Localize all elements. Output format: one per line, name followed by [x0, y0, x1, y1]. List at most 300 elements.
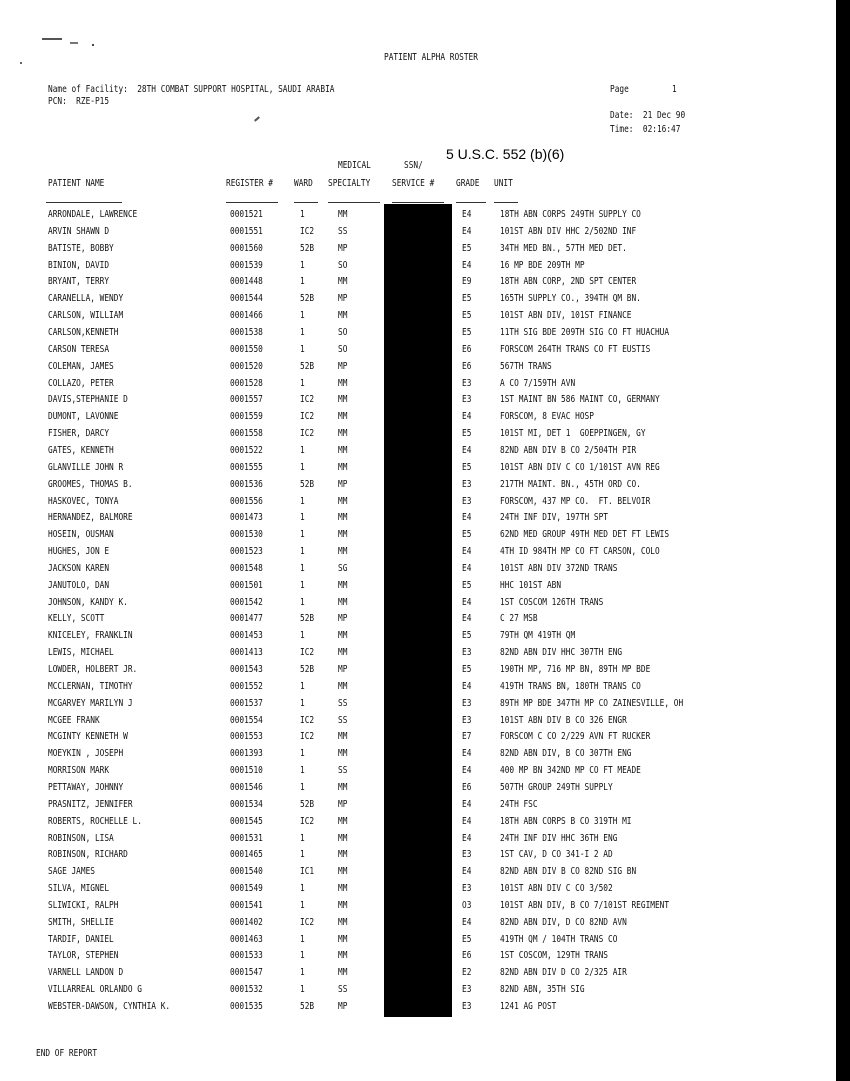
ward-cell: 1 [300, 377, 305, 389]
patient-name-cell: VILLARREAL ORLANDO G [48, 984, 142, 996]
specialty-cell: MM [338, 428, 348, 440]
specialty-cell: MP [338, 664, 348, 675]
pcn-line: PCN: RZE-P15 [48, 96, 110, 107]
foia-exemption-stamp: 5 U.S.C. 552 (b)(6) [446, 146, 565, 162]
unit-cell: 79TH QM 419TH QM [500, 630, 576, 642]
header-underline [294, 202, 318, 203]
ward-cell: 1 [300, 697, 305, 709]
ward-cell: 1 [300, 546, 305, 557]
grade-cell: E7 [462, 731, 472, 743]
col-specialty: SPECIALTY [328, 178, 371, 189]
register-number-cell: 0001520 [230, 360, 263, 372]
specialty-cell: MP [338, 1001, 348, 1012]
specialty-cell: MM [338, 209, 348, 220]
specialty-cell: MM [338, 630, 348, 642]
ward-cell: 1 [300, 899, 305, 911]
unit-cell: 101ST ABN DIV 372ND TRANS [500, 562, 618, 574]
unit-cell: 82ND ABN DIV, B CO 307TH ENG [500, 748, 632, 760]
register-number-cell: 0001534 [230, 798, 263, 810]
patient-name-cell: COLEMAN, JAMES [48, 360, 114, 372]
unit-cell: 62ND MED GROUP 49TH MED DET FT LEWIS [500, 529, 670, 541]
patient-name-cell: COLLAZO, PETER [48, 377, 114, 389]
specialty-cell: MM [338, 883, 348, 894]
register-number-cell: 0001538 [230, 327, 263, 338]
patient-name-cell: LEWIS, MICHAEL [48, 647, 114, 659]
grade-cell: E4 [462, 680, 472, 692]
col-register: REGISTER # [226, 178, 273, 189]
unit-cell: 24TH INF DIV, 197TH SPT [500, 512, 609, 524]
unit-cell: 567TH TRANS [500, 360, 552, 372]
header-underline [392, 202, 444, 203]
grade-cell: E4 [462, 815, 472, 827]
specialty-cell: SS [338, 697, 348, 709]
register-number-cell: 0001555 [230, 461, 263, 473]
grade-cell: E3 [462, 377, 472, 389]
patient-name-cell: GATES, KENNETH [48, 444, 114, 456]
ward-cell: 52B [300, 613, 315, 625]
col-specialty-top: MEDICAL [338, 160, 371, 171]
specialty-cell: MM [338, 680, 348, 692]
patient-name-cell: SMITH, SHELLIE [48, 916, 114, 928]
register-number-cell: 0001537 [230, 697, 263, 709]
register-number-cell: 0001528 [230, 377, 263, 389]
unit-cell: 16 MP BDE 209TH MP [500, 259, 585, 271]
patient-name-cell: DAVIS,STEPHANIE D [48, 394, 128, 406]
specialty-cell: MM [338, 781, 348, 793]
specialty-cell: SS [338, 714, 348, 726]
grade-cell: E4 [462, 916, 472, 928]
specialty-cell: MM [338, 310, 348, 322]
unit-cell: 11TH SIG BDE 209TH SIG CO FT HUACHUA [500, 327, 670, 338]
register-number-cell: 0001560 [230, 242, 263, 254]
ward-cell: 52B [300, 798, 315, 810]
specialty-cell: MM [338, 950, 348, 962]
register-number-cell: 0001540 [230, 866, 263, 878]
unit-cell: FORSCOM, 8 EVAC HOSP [500, 411, 594, 423]
grade-cell: E3 [462, 883, 472, 894]
unit-cell: 1ST COSCOM 126TH TRANS [500, 596, 604, 608]
grade-cell: E4 [462, 613, 472, 625]
patient-name-cell: HOSEIN, OUSMAN [48, 529, 114, 541]
register-number-cell: 0001530 [230, 529, 263, 541]
report-title: PATIENT ALPHA ROSTER [384, 52, 478, 63]
ward-cell: 52B [300, 1001, 315, 1012]
specialty-cell: SS [338, 765, 348, 777]
patient-name-cell: BINION, DAVID [48, 259, 110, 271]
ward-cell: IC2 [300, 225, 315, 237]
ward-cell: 1 [300, 781, 305, 793]
register-number-cell: 0001539 [230, 259, 263, 271]
specialty-cell: SG [338, 562, 348, 574]
patient-name-cell: MOEYKIN , JOSEPH [48, 748, 124, 760]
ward-cell: 1 [300, 529, 305, 541]
unit-cell: 101ST ABN DIV HHC 2/502ND INF [500, 225, 637, 237]
grade-cell: E4 [462, 866, 472, 878]
grade-cell: E4 [462, 259, 472, 271]
ward-cell: 52B [300, 293, 315, 305]
patient-name-cell: TARDIF, DANIEL [48, 933, 114, 945]
specialty-cell: MM [338, 411, 348, 423]
ward-cell: 1 [300, 596, 305, 608]
patient-name-cell: LOWDER, HOLBERT JR. [48, 664, 138, 675]
register-number-cell: 0001477 [230, 613, 263, 625]
patient-name-cell: CARLSON, WILLIAM [48, 310, 124, 322]
ward-cell: IC2 [300, 411, 315, 423]
unit-cell: 82ND ABN DIV HHC 307TH ENG [500, 647, 623, 659]
ward-cell: 1 [300, 967, 305, 979]
patient-name-cell: JANUTOLO, DAN [48, 579, 110, 591]
unit-cell: 165TH SUPPLY CO., 394TH QM BN. [500, 293, 641, 305]
patient-name-cell: PRASNITZ, JENNIFER [48, 798, 133, 810]
ward-cell: 1 [300, 259, 305, 271]
report-date: Date: 21 Dec 90 [610, 110, 686, 121]
grade-cell: E4 [462, 596, 472, 608]
patient-name-cell: ROBINSON, LISA [48, 832, 114, 844]
specialty-cell: MP [338, 242, 348, 254]
grade-cell: E5 [462, 327, 472, 338]
grade-cell: E4 [462, 798, 472, 810]
unit-cell: 1ST COSCOM, 129TH TRANS [500, 950, 609, 962]
grade-cell: E6 [462, 343, 472, 355]
redaction-bar [384, 204, 452, 1017]
specialty-cell: MM [338, 377, 348, 389]
register-number-cell: 0001554 [230, 714, 263, 726]
unit-cell: 82ND ABN DIV B CO 82ND SIG BN [500, 866, 637, 878]
facility-line: Name of Facility: 28TH COMBAT SUPPORT HOSPITAL, SAUDI ARABIA [48, 84, 335, 95]
register-number-cell: 0001559 [230, 411, 263, 423]
patient-name-cell: ARRONDALE, LAWRENCE [48, 209, 138, 220]
patient-name-cell: WEBSTER-DAWSON, CYNTHIA K. [48, 1001, 171, 1012]
specialty-cell: MM [338, 967, 348, 979]
grade-cell: E4 [462, 562, 472, 574]
ward-cell: IC2 [300, 647, 315, 659]
unit-cell: 82ND ABN DIV B CO 2/504TH PIR [500, 444, 637, 456]
header-underline [226, 202, 278, 203]
register-number-cell: 0001522 [230, 444, 263, 456]
ward-cell: 1 [300, 562, 305, 574]
grade-cell: E2 [462, 967, 472, 979]
specialty-cell: MM [338, 596, 348, 608]
patient-name-cell: GROOMES, THOMAS B. [48, 478, 133, 490]
report-time: Time: 02:16:47 [610, 124, 681, 135]
specialty-cell: SO [338, 327, 348, 338]
specialty-cell: MP [338, 613, 348, 625]
col-ssn-top: SSN/ [404, 160, 423, 171]
unit-cell: 18TH ABN CORP, 2ND SPT CENTER [500, 276, 637, 288]
scan-artifact [254, 116, 260, 121]
ward-cell: 1 [300, 680, 305, 692]
grade-cell: E5 [462, 293, 472, 305]
unit-cell: A CO 7/159TH AVN [500, 377, 576, 389]
specialty-cell: SS [338, 984, 348, 996]
specialty-cell: MM [338, 748, 348, 760]
unit-cell: 101ST ABN DIV, B CO 7/101ST REGIMENT [500, 899, 670, 911]
register-number-cell: 0001544 [230, 293, 263, 305]
register-number-cell: 0001532 [230, 984, 263, 996]
register-number-cell: 0001521 [230, 209, 263, 220]
register-number-cell: 0001466 [230, 310, 263, 322]
patient-name-cell: BRYANT, TERRY [48, 276, 110, 288]
register-number-cell: 0001557 [230, 394, 263, 406]
grade-cell: E5 [462, 428, 472, 440]
ward-cell: IC2 [300, 916, 315, 928]
specialty-cell: MM [338, 832, 348, 844]
grade-cell: E5 [462, 933, 472, 945]
ward-cell: 52B [300, 242, 315, 254]
col-grade: GRADE [456, 178, 480, 189]
register-number-cell: 0001531 [230, 832, 263, 844]
grade-cell: E5 [462, 529, 472, 541]
patient-name-cell: HASKOVEC, TONYA [48, 495, 119, 507]
unit-cell: 101ST MI, DET 1 GOEPPINGEN, GY [500, 428, 646, 440]
register-number-cell: 0001547 [230, 967, 263, 979]
ward-cell: 1 [300, 495, 305, 507]
patient-name-cell: CARANELLA, WENDY [48, 293, 124, 305]
specialty-cell: SO [338, 343, 348, 355]
grade-cell: E3 [462, 495, 472, 507]
ward-cell: 1 [300, 950, 305, 962]
register-number-cell: 0001541 [230, 899, 263, 911]
ward-cell: 1 [300, 933, 305, 945]
scan-artifact [20, 62, 22, 64]
page-number: 1 [672, 84, 677, 95]
ward-cell: 1 [300, 984, 305, 996]
unit-cell: 101ST ABN DIV, 101ST FINANCE [500, 310, 632, 322]
unit-cell: FORSCOM C CO 2/229 AVN FT RUCKER [500, 731, 651, 743]
register-number-cell: 0001553 [230, 731, 263, 743]
ward-cell: 1 [300, 461, 305, 473]
patient-name-cell: JACKSON KAREN [48, 562, 110, 574]
grade-cell: E6 [462, 781, 472, 793]
specialty-cell: MM [338, 579, 348, 591]
specialty-cell: MM [338, 866, 348, 878]
scan-artifact [42, 38, 62, 40]
specialty-cell: MP [338, 360, 348, 372]
grade-cell: E5 [462, 461, 472, 473]
col-patient-name: PATIENT NAME [48, 178, 105, 189]
grade-cell: E3 [462, 1001, 472, 1012]
grade-cell: E4 [462, 411, 472, 423]
grade-cell: E5 [462, 579, 472, 591]
header-underline [328, 202, 380, 203]
register-number-cell: 0001465 [230, 849, 263, 861]
register-number-cell: 0001542 [230, 596, 263, 608]
scan-artifact [70, 42, 78, 44]
patient-name-cell: ROBERTS, ROCHELLE L. [48, 815, 142, 827]
grade-cell: E6 [462, 950, 472, 962]
register-number-cell: 0001453 [230, 630, 263, 642]
patient-name-cell: MORRISON MARK [48, 765, 110, 777]
ward-cell: 1 [300, 209, 305, 220]
patient-name-cell: SILVA, MIGNEL [48, 883, 110, 894]
ward-cell: 1 [300, 444, 305, 456]
specialty-cell: MM [338, 933, 348, 945]
unit-cell: 89TH MP BDE 347TH MP CO ZAINESVILLE, OH [500, 697, 684, 709]
specialty-cell: MM [338, 276, 348, 288]
ward-cell: IC2 [300, 428, 315, 440]
ward-cell: 1 [300, 832, 305, 844]
page-label: Page [610, 84, 629, 95]
unit-cell: 24TH FSC [500, 798, 538, 810]
patient-name-cell: FISHER, DARCY [48, 428, 110, 440]
patient-name-cell: VARNELL LANDON D [48, 967, 124, 979]
ward-cell: 52B [300, 360, 315, 372]
specialty-cell: MM [338, 849, 348, 861]
unit-cell: FORSCOM, 437 MP CO. FT. BELVOIR [500, 495, 651, 507]
register-number-cell: 0001523 [230, 546, 263, 557]
col-unit: UNIT [494, 178, 513, 189]
unit-cell: 1ST MAINT BN 586 MAINT CO, GERMANY [500, 394, 660, 406]
register-number-cell: 0001533 [230, 950, 263, 962]
grade-cell: E5 [462, 664, 472, 675]
grade-cell: E4 [462, 832, 472, 844]
patient-name-cell: CARSON TERESA [48, 343, 110, 355]
unit-cell: 101ST ABN DIV C CO 1/101ST AVN REG [500, 461, 660, 473]
register-number-cell: 0001402 [230, 916, 263, 928]
register-number-cell: 0001558 [230, 428, 263, 440]
ward-cell: IC2 [300, 815, 315, 827]
register-number-cell: 0001556 [230, 495, 263, 507]
specialty-cell: SS [338, 225, 348, 237]
register-number-cell: 0001413 [230, 647, 263, 659]
patient-name-cell: HERNANDEZ, BALMORE [48, 512, 133, 524]
grade-cell: E3 [462, 478, 472, 490]
ward-cell: 1 [300, 765, 305, 777]
header-underline [46, 202, 122, 203]
grade-cell: E4 [462, 748, 472, 760]
patient-name-cell: MCGEE FRANK [48, 714, 100, 726]
unit-cell: 1ST CAV, D CO 341-I 2 AD [500, 849, 613, 861]
register-number-cell: 0001543 [230, 664, 263, 675]
col-service: SERVICE # [392, 178, 435, 189]
grade-cell: E3 [462, 647, 472, 659]
ward-cell: 1 [300, 630, 305, 642]
ward-cell: 1 [300, 327, 305, 338]
grade-cell: E4 [462, 444, 472, 456]
register-number-cell: 0001536 [230, 478, 263, 490]
register-number-cell: 0001551 [230, 225, 263, 237]
grade-cell: E5 [462, 310, 472, 322]
unit-cell: 507TH GROUP 249TH SUPPLY [500, 781, 613, 793]
specialty-cell: MM [338, 815, 348, 827]
specialty-cell: MM [338, 529, 348, 541]
ward-cell: 1 [300, 512, 305, 524]
col-ward: WARD [294, 178, 313, 189]
ward-cell: IC2 [300, 714, 315, 726]
unit-cell: 82ND ABN, 35TH SIG [500, 984, 585, 996]
ward-cell: 1 [300, 310, 305, 322]
unit-cell: 419TH TRANS BN, 180TH TRANS CO [500, 680, 641, 692]
patient-name-cell: SAGE JAMES [48, 866, 95, 878]
specialty-cell: SO [338, 259, 348, 271]
patient-name-cell: GLANVILLE JOHN R [48, 461, 124, 473]
ward-cell: 52B [300, 664, 315, 675]
patient-name-cell: MCCLERNAN, TIMOTHY [48, 680, 133, 692]
register-number-cell: 0001393 [230, 748, 263, 760]
register-number-cell: 0001501 [230, 579, 263, 591]
grade-cell: E4 [462, 225, 472, 237]
specialty-cell: MM [338, 647, 348, 659]
specialty-cell: MP [338, 478, 348, 490]
grade-cell: E3 [462, 697, 472, 709]
unit-cell: 190TH MP, 716 MP BN, 89TH MP BDE [500, 664, 651, 675]
register-number-cell: 0001448 [230, 276, 263, 288]
unit-cell: 82ND ABN DIV, D CO 82ND AVN [500, 916, 627, 928]
grade-cell: E4 [462, 512, 472, 524]
patient-name-cell: KELLY, SCOTT [48, 613, 105, 625]
specialty-cell: MM [338, 444, 348, 456]
specialty-cell: MM [338, 394, 348, 406]
ward-cell: 1 [300, 579, 305, 591]
register-number-cell: 0001548 [230, 562, 263, 574]
patient-name-cell: MCGINTY KENNETH W [48, 731, 128, 743]
patient-name-cell: ARVIN SHAWN D [48, 225, 110, 237]
patient-name-cell: MCGARVEY MARILYN J [48, 697, 133, 709]
register-number-cell: 0001473 [230, 512, 263, 524]
unit-cell: 419TH QM / 104TH TRANS CO [500, 933, 618, 945]
specialty-cell: MM [338, 461, 348, 473]
unit-cell: 217TH MAINT. BN., 45TH ORD CO. [500, 478, 641, 490]
specialty-cell: MP [338, 798, 348, 810]
patient-name-cell: SLIWICKI, RALPH [48, 899, 119, 911]
ward-cell: 1 [300, 849, 305, 861]
specialty-cell: MM [338, 916, 348, 928]
register-number-cell: 0001552 [230, 680, 263, 692]
register-number-cell: 0001545 [230, 815, 263, 827]
ward-cell: 52B [300, 478, 315, 490]
grade-cell: O3 [462, 899, 472, 911]
grade-cell: E3 [462, 984, 472, 996]
unit-cell: 4TH ID 984TH MP CO FT CARSON, COLO [500, 546, 660, 557]
grade-cell: E3 [462, 714, 472, 726]
patient-name-cell: CARLSON,KENNETH [48, 327, 119, 338]
grade-cell: E4 [462, 209, 472, 220]
scan-edge [836, 0, 850, 1081]
specialty-cell: MM [338, 546, 348, 557]
unit-cell: 400 MP BN 342ND MP CO FT MEADE [500, 765, 641, 777]
specialty-cell: MM [338, 731, 348, 743]
patient-name-cell: DUMONT, LAVONNE [48, 411, 119, 423]
unit-cell: 82ND ABN DIV D CO 2/325 AIR [500, 967, 627, 979]
grade-cell: E6 [462, 360, 472, 372]
register-number-cell: 0001463 [230, 933, 263, 945]
ward-cell: IC2 [300, 731, 315, 743]
unit-cell: HHC 101ST ABN [500, 579, 562, 591]
specialty-cell: MM [338, 495, 348, 507]
patient-name-cell: PETTAWAY, JOHNNY [48, 781, 124, 793]
unit-cell: FORSCOM 264TH TRANS CO FT EUSTIS [500, 343, 651, 355]
ward-cell: 1 [300, 343, 305, 355]
unit-cell: 24TH INF DIV HHC 36TH ENG [500, 832, 618, 844]
end-of-report: END OF REPORT [36, 1048, 98, 1059]
patient-name-cell: JOHNSON, KANDY K. [48, 596, 128, 608]
unit-cell: 18TH ABN CORPS B CO 319TH MI [500, 815, 632, 827]
header-underline [494, 202, 518, 203]
specialty-cell: MM [338, 899, 348, 911]
unit-cell: C 27 MSB [500, 613, 538, 625]
ward-cell: 1 [300, 883, 305, 894]
grade-cell: E5 [462, 630, 472, 642]
grade-cell: E5 [462, 242, 472, 254]
register-number-cell: 0001510 [230, 765, 263, 777]
grade-cell: E4 [462, 765, 472, 777]
unit-cell: 18TH ABN CORPS 249TH SUPPLY CO [500, 209, 641, 220]
register-number-cell: 0001550 [230, 343, 263, 355]
unit-cell: 1241 AG POST [500, 1001, 557, 1012]
patient-name-cell: BATISTE, BOBBY [48, 242, 114, 254]
scan-artifact [92, 44, 94, 46]
ward-cell: 1 [300, 748, 305, 760]
